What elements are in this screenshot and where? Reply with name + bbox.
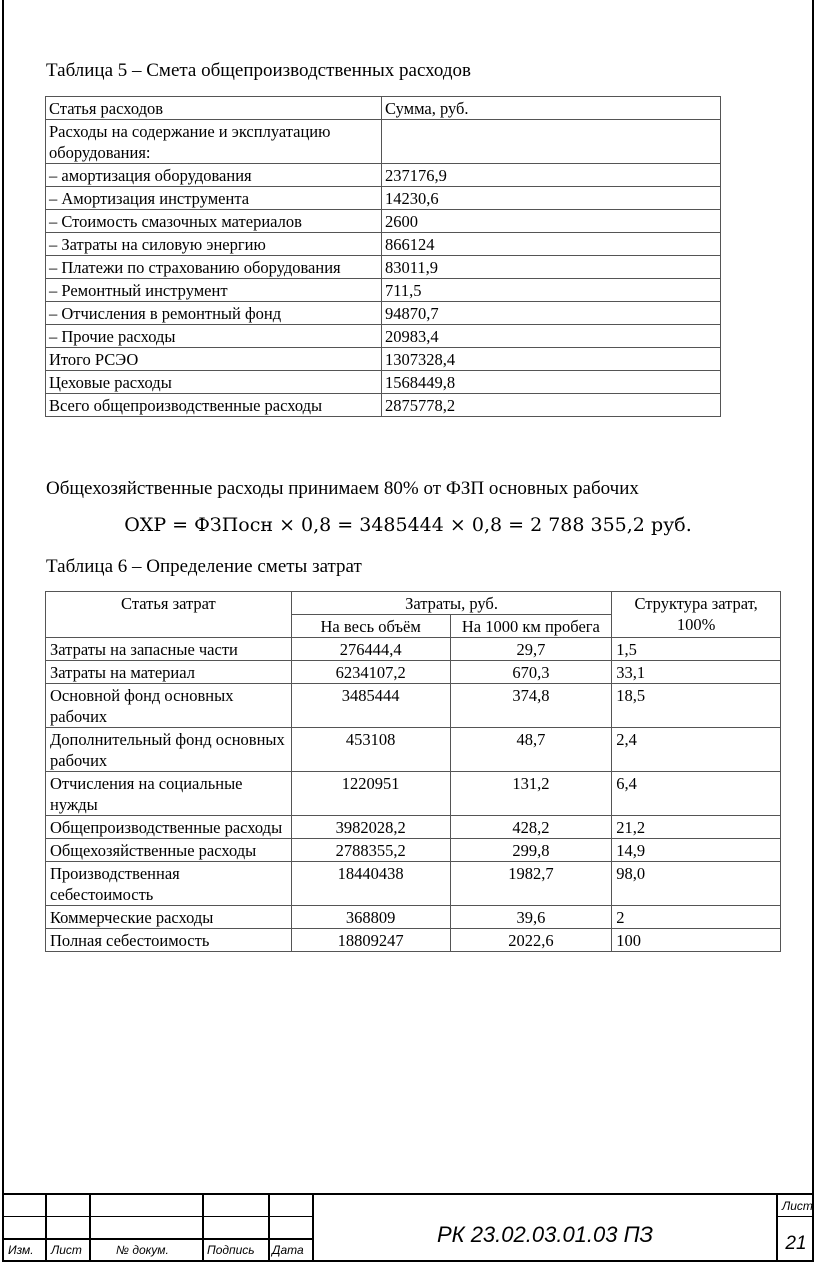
- table5-caption: Таблица 5 – Смета общепроизводственных расходов: [46, 60, 472, 81]
- header-total: На весь объём: [291, 615, 450, 638]
- total-cell: 453108: [291, 728, 450, 772]
- per1000-cell: 2022,6: [450, 929, 612, 952]
- table-row: [46, 164, 721, 187]
- item-cell: – Платежи по страхованию оборудования: [46, 256, 382, 279]
- value-cell: 711,5: [382, 279, 721, 302]
- table-row: [46, 371, 721, 394]
- item-cell: – Отчисления в ремонтный фонд: [46, 302, 382, 325]
- structure-cell: 21,2: [612, 816, 781, 839]
- total-cell: 6234107,2: [291, 661, 450, 684]
- table-row: [46, 839, 781, 862]
- table-row: [46, 256, 721, 279]
- structure-cell: 2,4: [612, 728, 781, 772]
- table-row: [46, 638, 781, 661]
- stamp-list-label: Лист: [51, 1243, 82, 1257]
- header-item: Статья затрат: [46, 592, 292, 638]
- stamp-line: [776, 1216, 814, 1217]
- item-cell: Дополнительный фонд основных рабочих: [46, 728, 292, 772]
- value-cell: 1307328,4: [382, 348, 721, 371]
- item-cell: – Амортизация инструмента: [46, 187, 382, 210]
- stamp-line: [45, 1193, 47, 1262]
- value-cell: 2600: [382, 210, 721, 233]
- structure-cell: 18,5: [612, 684, 781, 728]
- total-cell: 18440438: [291, 862, 450, 906]
- formula: ОХР = ФЗПосн × 0,8 = 3485444 × 0,8 = 2 788 355,2 руб.: [124, 514, 692, 536]
- item-cell: Общехозяйственные расходы: [46, 839, 292, 862]
- per1000-cell: 299,8: [450, 839, 612, 862]
- table-row: [46, 929, 781, 952]
- table-row: [46, 348, 721, 371]
- table-row: [46, 906, 781, 929]
- header-cell: Статья расходов: [46, 97, 382, 120]
- value-cell: 94870,7: [382, 302, 721, 325]
- table-row: [46, 862, 781, 906]
- header-structure: Структура затрат, 100%: [612, 592, 781, 638]
- total-cell: 368809: [291, 906, 450, 929]
- stamp-line: [268, 1193, 270, 1262]
- table-row: [46, 325, 721, 348]
- table-header-row: [46, 97, 721, 120]
- item-cell: Всего общепроизводственные расходы: [46, 394, 382, 417]
- total-cell: 3485444: [291, 684, 450, 728]
- item-cell: Итого РСЭО: [46, 348, 382, 371]
- per1000-cell: 670,3: [450, 661, 612, 684]
- table-row: [46, 728, 781, 772]
- item-cell: Отчисления на социальные нужды: [46, 772, 292, 816]
- value-cell: 2875778,2: [382, 394, 721, 417]
- per1000-cell: 48,7: [450, 728, 612, 772]
- stamp-date-label: Дата: [272, 1243, 304, 1257]
- stamp-line: [89, 1193, 91, 1262]
- stamp-docnum-label: № докум.: [116, 1243, 169, 1257]
- table-row: [46, 279, 721, 302]
- table-row: [46, 772, 781, 816]
- item-cell: – Стоимость смазочных материалов: [46, 210, 382, 233]
- value-cell: 1568449,8: [382, 371, 721, 394]
- stamp-sheet-label: Лист: [782, 1199, 813, 1213]
- item-cell: Общепроизводственные расходы: [46, 816, 292, 839]
- stamp-sign-label: Подпись: [207, 1243, 255, 1257]
- structure-cell: 98,0: [612, 862, 781, 906]
- item-cell: Расходы на содержание и эксплуатацию оборудования:: [46, 120, 382, 164]
- table-row: [46, 187, 721, 210]
- total-cell: 3982028,2: [291, 816, 450, 839]
- structure-cell: 14,9: [612, 839, 781, 862]
- stamp-line: [2, 1193, 814, 1195]
- table-row: [46, 684, 781, 728]
- table-row: [46, 210, 721, 233]
- value-cell: 20983,4: [382, 325, 721, 348]
- structure-cell: 100: [612, 929, 781, 952]
- table-header-row: [46, 592, 781, 615]
- item-cell: Производственная себестоимость: [46, 862, 292, 906]
- value-cell: 866124: [382, 233, 721, 256]
- value-cell: 237176,9: [382, 164, 721, 187]
- structure-cell: 1,5: [612, 638, 781, 661]
- stamp-line: [202, 1193, 204, 1262]
- item-cell: – Прочие расходы: [46, 325, 382, 348]
- total-cell: 276444,4: [291, 638, 450, 661]
- item-cell: Коммерческие расходы: [46, 906, 292, 929]
- value-cell: 14230,6: [382, 187, 721, 210]
- item-cell: – Ремонтный инструмент: [46, 279, 382, 302]
- item-cell: Основной фонд основных рабочих: [46, 684, 292, 728]
- header-per1000: На 1000 км пробега: [450, 615, 612, 638]
- table-row: [46, 394, 721, 417]
- value-cell: [382, 120, 721, 164]
- table-row: [46, 233, 721, 256]
- header-costs: Затраты, руб.: [291, 592, 611, 615]
- item-cell: – Затраты на силовую энергию: [46, 233, 382, 256]
- document-code: РК 23.02.03.01.03 ПЗ: [436, 1222, 654, 1247]
- table-row: [46, 302, 721, 325]
- structure-cell: 33,1: [612, 661, 781, 684]
- table6: [45, 591, 781, 952]
- sheet-number: 21: [785, 1233, 807, 1254]
- table-row: [46, 661, 781, 684]
- per1000-cell: 29,7: [450, 638, 612, 661]
- item-cell: Затраты на запасные части: [46, 638, 292, 661]
- stamp-izm-label: Изм.: [8, 1243, 34, 1257]
- header-cell: Сумма, руб.: [382, 97, 721, 120]
- per1000-cell: 428,2: [450, 816, 612, 839]
- total-cell: 2788355,2: [291, 839, 450, 862]
- total-cell: 1220951: [291, 772, 450, 816]
- table6-caption: Таблица 6 – Определение сметы затрат: [46, 556, 362, 577]
- total-cell: 18809247: [291, 929, 450, 952]
- per1000-cell: 131,2: [450, 772, 612, 816]
- per1000-cell: 374,8: [450, 684, 612, 728]
- per1000-cell: 39,6: [450, 906, 612, 929]
- paragraph-text: Общехозяйственные расходы принимаем 80% от ФЗП основных рабочих: [46, 478, 639, 499]
- structure-cell: 2: [612, 906, 781, 929]
- item-cell: – амортизация оборудования: [46, 164, 382, 187]
- item-cell: Цеховые расходы: [46, 371, 382, 394]
- table-row: [46, 120, 721, 164]
- item-cell: Затраты на материал: [46, 661, 292, 684]
- title-block: [2, 1193, 814, 1262]
- table5: [45, 96, 721, 417]
- value-cell: 83011,9: [382, 256, 721, 279]
- structure-cell: 6,4: [612, 772, 781, 816]
- item-cell: Полная себестоимость: [46, 929, 292, 952]
- table-row: [46, 816, 781, 839]
- per1000-cell: 1982,7: [450, 862, 612, 906]
